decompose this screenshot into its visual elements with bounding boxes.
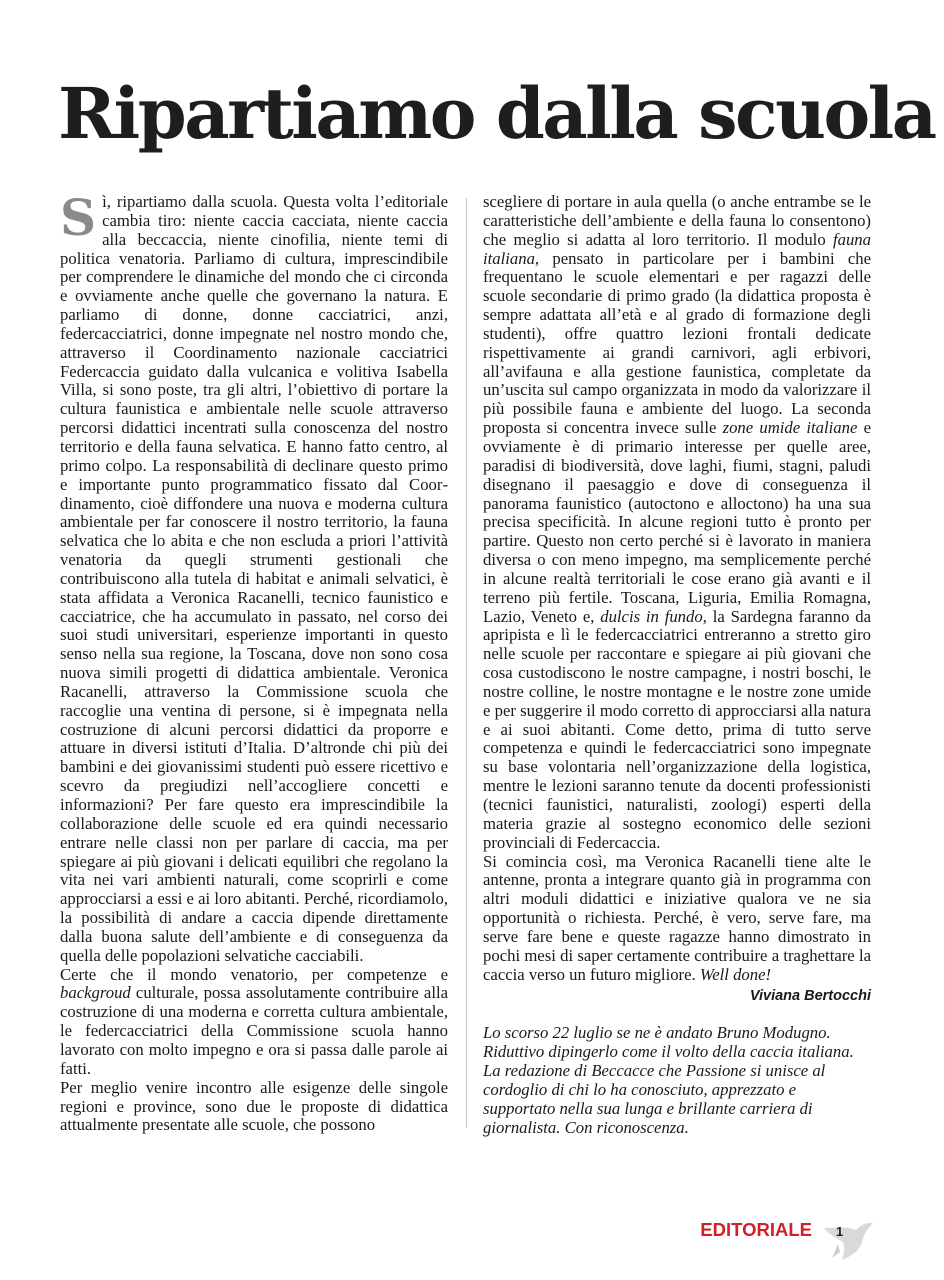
italic-term: fauna italiana <box>483 229 871 268</box>
article-paragraph <box>483 853 871 985</box>
article-paragraph: Per meglio venire incontro alle esigenze delle singole regioni e province, sono due le proposte di didattica attualmente presentate alle scuole, che possono <box>60 1077 448 1135</box>
article-paragraph <box>60 966 448 1079</box>
paragraph-text: e ovviamente è di primario interesse per quelle aree, paradisi di biodiversità, dove laghi, fiumi, stagni, paludi disegnano il paesaggio e dove di conseguenza il panorama faunistico (autoctono e alloctono) ha una sua precisa specificità. In alcune regioni tutto è pronto per partire. Questo non certo perché si è lavorato in maniera diversa o con meno impegno, ma semplicemente perché in alcune realtà territoriali le cose erano già avanti e il terreno più fertile. Toscana, Liguria, Emilia Romagna, Lazio, Veneto e, <box>483 418 871 626</box>
paragraph-text: culturale, possa assolutamente contribuire alla costruzione di una moderna e corretta cultura ambientale, le federcacciatrici della Commissione scuola hanno lavorato con molto impegno e ora si passa dalle parole ai fatti. <box>60 983 448 1078</box>
drop-cap: S <box>60 188 97 247</box>
article-column-left <box>60 188 448 1135</box>
paragraph-text: Certe che il mondo venatorio, per competenze e <box>60 964 448 984</box>
paragraph-text: , pensato in particolare per i bambini che frequentano le scuole elementari e per ragazzi delle scuole secondarie di primo grado (la didattica proposta è sempre adattata all’età e al grado di formazione degli studenti), offre quattro lezioni frontali dedicate rispettivamente ai grandi carnivori, agli erbivori, all’avifauna e alla gestione faunistica, completate da un’uscita sul campo organizzata in modo da valorizzare il più possibile fauna e ambiente del luogo. La seconda proposta si concentra invece sulle <box>483 248 871 438</box>
italic-term: zone umide italiane <box>722 418 858 438</box>
obituary-note: Lo scorso 22 luglio se ne è andato Bruno Modugno. Riduttivo dipingerlo come il volto della caccia italiana. La redazione di Beccacce che Passione si unisce al cordoglio di chi lo ha conosciuto, apprezzato e supportato nella sua lunga e brillante carriera di giornalista. Con riconoscenza. <box>483 1023 854 1137</box>
article-column-right <box>483 193 871 1137</box>
page-title: Ripartiamo dalla scuola <box>58 72 935 155</box>
paragraph-text: ì, ripartiamo dalla scuola. Questa volta l’editoriale cambia tiro: niente caccia cacciata, niente caccia alla beccaccia, niente cinofilia, niente temi di politica venatoria. Parliamo di cultura, imprescindibile per comprendere le dinamiche del mondo che ci circonda e ovviamente anche quelle che governano la natura. E parliamo di donne, donne cacciatrici, anzi, federcacciatrici, donne impegnate nel nostro mondo che, attraverso il Coordinamento nazionale cacciatrici Federcaccia guidato dalla vulcanica e volitiva Isabella Villa, si sono poste, tra gli altri, l’obiettivo di portare la cultura faunistica e ambientale nelle scuole attraverso percorsi didattici incentrati sulla conoscenza del nostro territorio e della fauna selvatica. E hanno fatto centro, al primo colpo. La responsabilità di declinare questo primo e importante punto programmatico fissato dal Coordinamento, cioè diffondere una nuova e moderna cultura ambientale per far conoscere il nostro territorio, la fauna selvatica che lo abita e che non escluda a priori l’attività venatoria da quegli strumenti gestionali che contribuiscono alla tutela di habitat e animali selvatici, è stata affidata a Veronica Racanelli, tecnico faunistico e cacciatrice, che ha accumulato in passato, nel corso dei suoi studi universitari, esperienze importanti in questo senso nella sua regione, la Toscana, dove non sono cosa nuova simili progetti di didattica ambientale. Veronica Racanelli, attraverso la Commissione scuola che raccoglie una ventina di persone, si è impegnata nella costruzione di alcuni percorsi didattici da proporre e attuare in diversi istituti d’Italia. D’altronde chi più dei bambini e dei giovanissimi studenti può essere ricettivo e scevro da pregiudizi nell’accogliere concetti e informazioni? Per fare questo era imprescindibile la collaborazione delle scuole ed era quindi necessario entrare nelle classi non per parlare di caccia, ma per spiegare ai più giovani i delicati equilibri che regolano la vita nei vari ambienti naturali, come scoprirli e come approcciarsi a essi e ai loro abitanti. Perché, ricordiamolo, la possibilità di andare a caccia dipende direttamente dalla buona salute dell’ambiente e di conseguenza da quella delle popolazioni selvatiche cacciabili. <box>60 192 448 965</box>
italic-term: Well done! <box>699 964 772 984</box>
paragraph-text: Si comincia così, ma Veronica Racanelli tiene alte le antenne, pronta a integrare quanto già in programma con altri moduli didattici e iniziative qualora ve ne sia opportunità o richiesta. Perché, è vero, serve fare, ma serve fare bene e queste ragazze hanno dimostrato in pochi mesi di saper certamente contribuire a traghettare la caccia verso un futuro migliore. <box>483 851 871 984</box>
paragraph-text: scegliere di portare in aula quella (o anche entrambe se le caratteristiche dell’ambiente e della fauna lo consentono) che meglio si adatta al loro territorio. Il modulo <box>483 192 871 249</box>
italic-term: backgroud <box>60 983 131 1003</box>
section-label: EDITORIALE <box>700 1219 812 1240</box>
article-paragraph <box>483 193 871 853</box>
page-number: 1 <box>836 1224 844 1239</box>
article-paragraph <box>60 188 448 966</box>
italic-term: dulcis in fundo <box>600 606 703 626</box>
paragraph-text: , la Sardegna faranno da apripista e lì le federcacciatrici entreranno a stretto giro nelle scuole per raccontare e spiegare ai più giovani che cosa custodiscono le nostre campagne, i nostri boschi, le nostre colline, le nostre montagne e le nostre zone umide e per suggerire il modo corretto di approcciarsi alla natura e ai suoi abitanti. Come detto, prima di tutto serve competenza e quindi le federcacciatrici sono impegnate su base volontaria nell’organizzazione della logistica, mentre le lezioni saranno tenute da docenti professionisti (tecnici faunistici, naturalisti, zoologi) esperti della materia grazie al sostegno economico delle sezioni provinciali di Federcaccia. <box>483 606 871 852</box>
bird-silhouette-icon <box>818 1214 874 1262</box>
author-signature: Viviana Bertocchi <box>749 988 871 1005</box>
column-divider <box>466 198 467 1128</box>
